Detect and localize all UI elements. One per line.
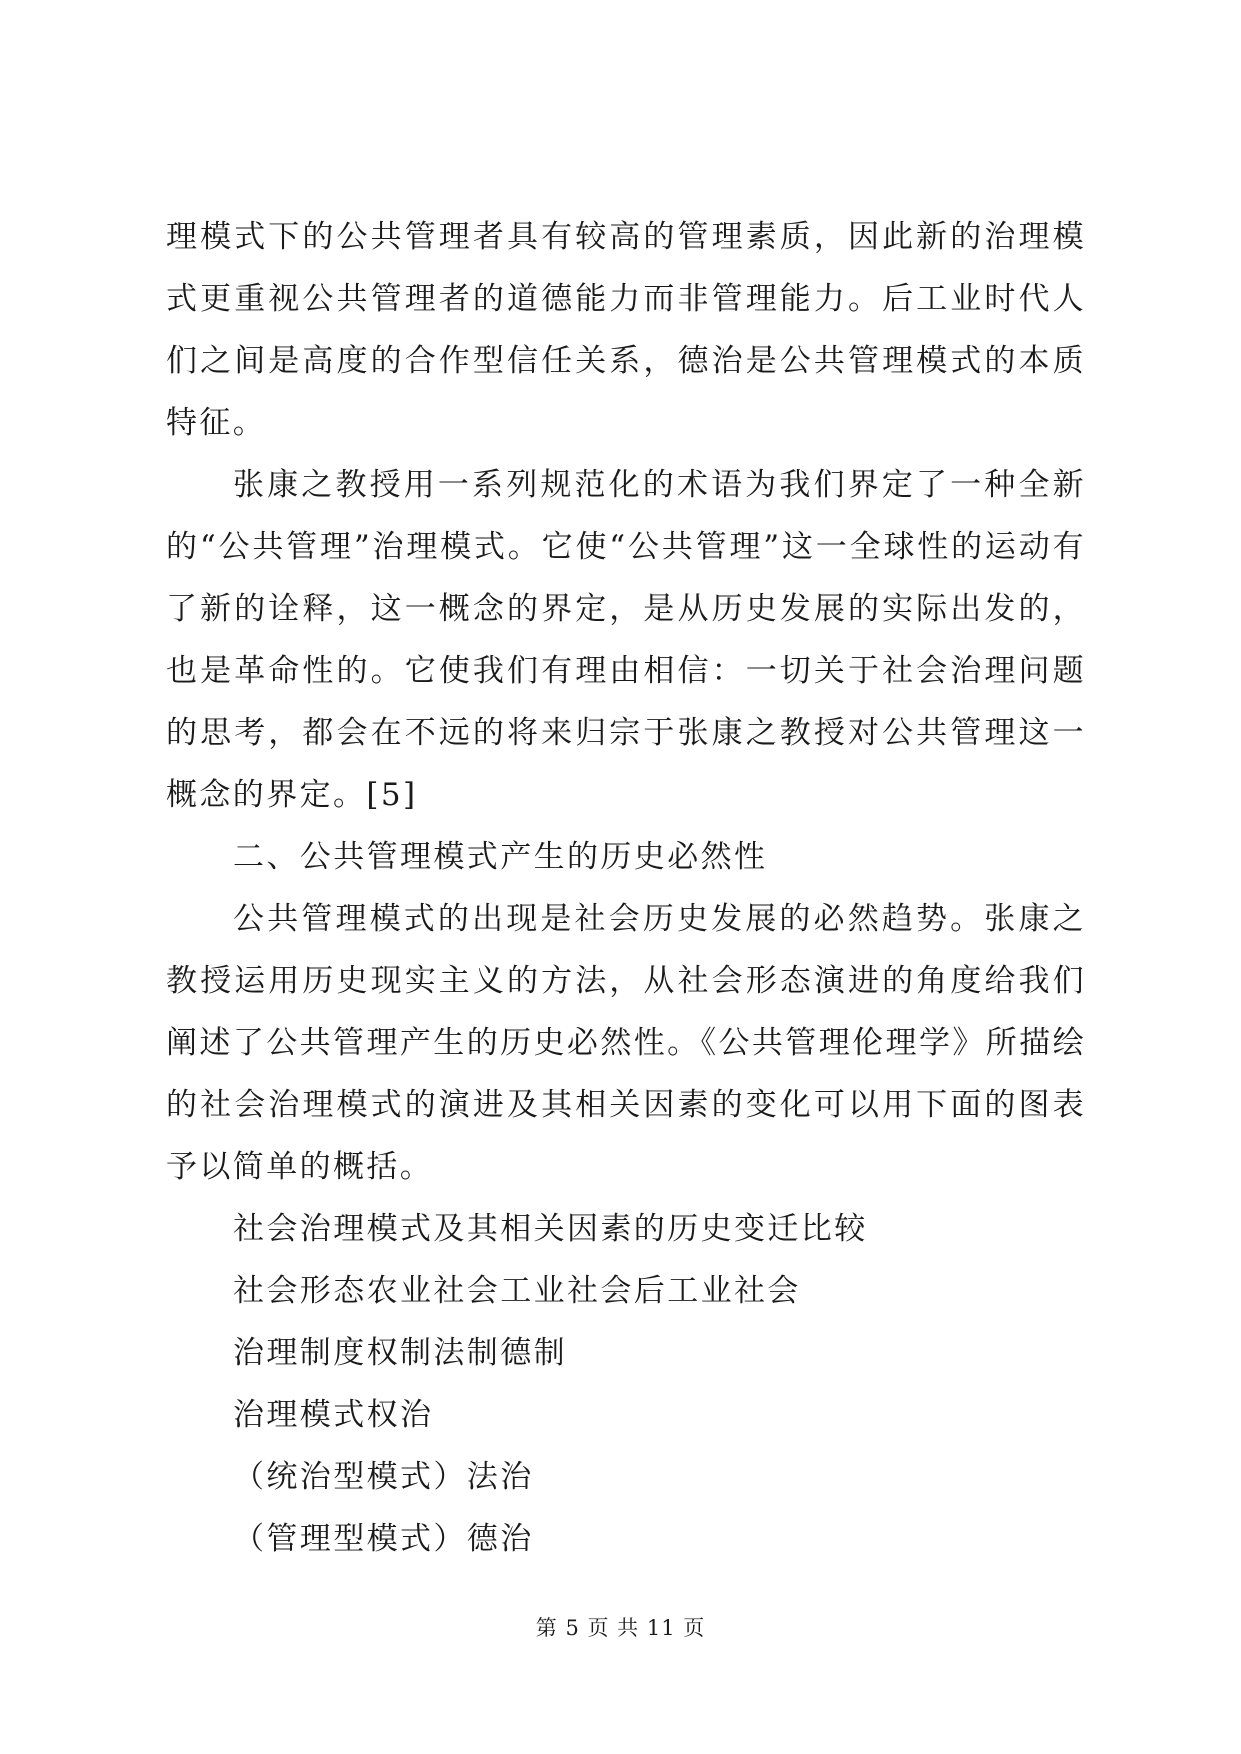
table-row-social-form: 社会形态农业社会工业社会后工业社会 bbox=[233, 1273, 801, 1309]
section-heading: 二、公共管理模式产生的历史必然性 bbox=[233, 839, 768, 875]
paragraph-definition: 张康之教授用一系列规范化的术语为我们界定了一种全新的“公共管理”治理模式。它使“公共管理”这一全球性的运动有了新的诠释，这一概念的界定，是从历史发展的实际出发的，也是革命性的。它使我们有理由相信：一切关于社会治理问题的思考，都会在不远的将来归宗于张康之教授对公共管理这一概念的界定。[5] bbox=[166, 467, 1086, 813]
table-row-rule-mode: （统治型模式）法治 bbox=[233, 1459, 534, 1495]
table-row-governance-mode: 治理模式权治 bbox=[233, 1397, 434, 1433]
table-row-management-mode: （管理型模式）德治 bbox=[233, 1521, 534, 1557]
body-text bbox=[166, 206, 1086, 1570]
table-title: 社会治理模式及其相关因素的历史变迁比较 bbox=[233, 1211, 868, 1247]
paragraph-history: 公共管理模式的出现是社会历史发展的必然趋势。张康之教授运用历史现实主义的方法，从社会形态演进的角度给我们阐述了公共管理产生的历史必然性。《公共管理伦理学》所描绘的社会治理模式的演进及其相关因素的变化可以用下面的图表予以简单的概括。 bbox=[166, 901, 1086, 1185]
table-row-governance-system: 治理制度权制法制德制 bbox=[233, 1335, 567, 1371]
paragraph-continued: 理模式下的公共管理者具有较高的管理素质，因此新的治理模式更重视公共管理者的道德能力而非管理能力。后工业时代人们之间是高度的合作型信任关系，德治是公共管理模式的本质特征。 bbox=[166, 219, 1086, 441]
page-footer: 第 5 页 共 11 页 bbox=[535, 1616, 706, 1640]
